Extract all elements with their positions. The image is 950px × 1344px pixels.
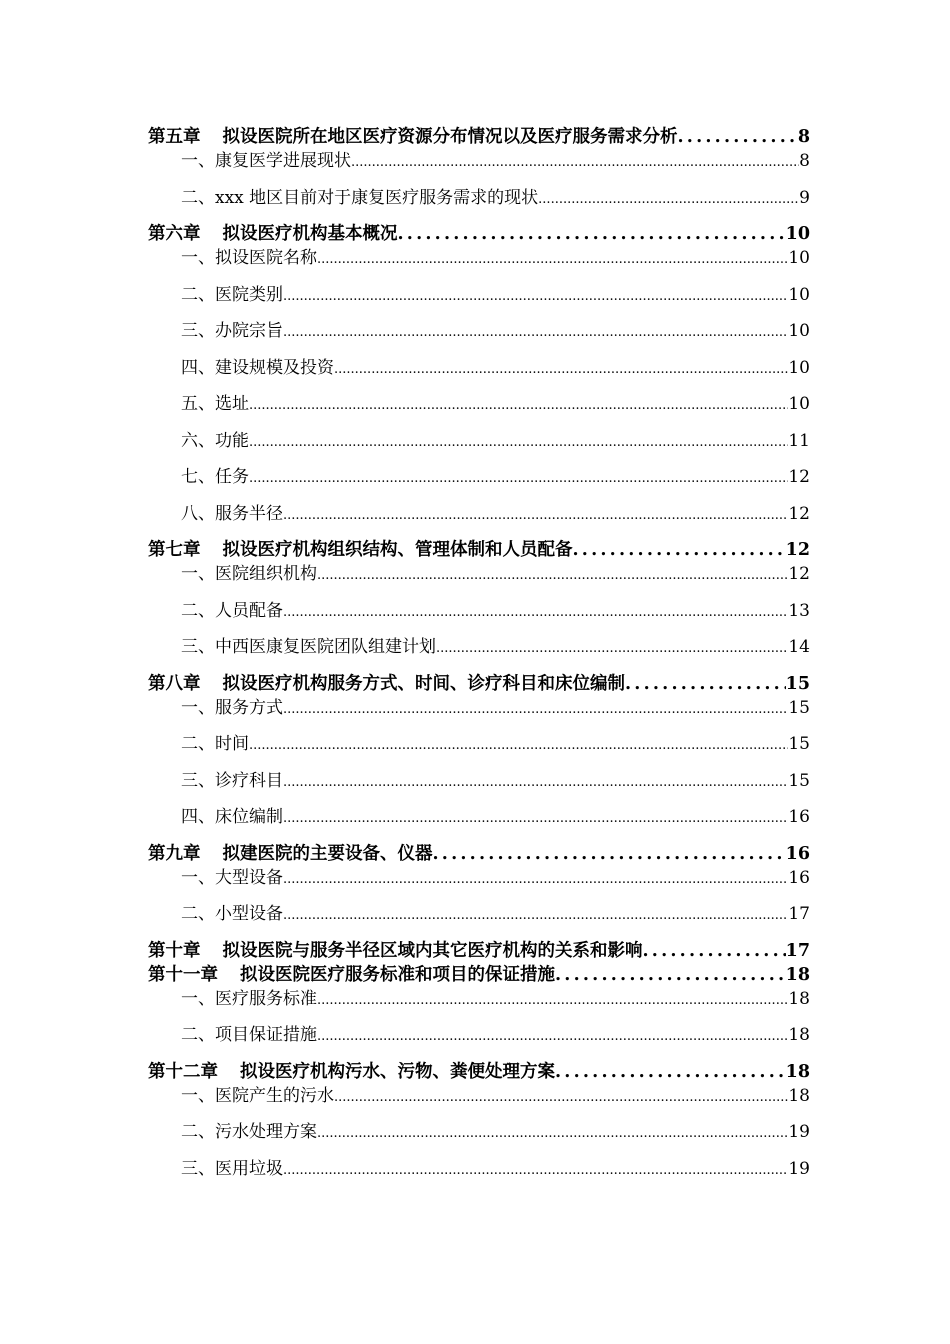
toc-section-entry[interactable]	[148, 805, 810, 842]
toc-chapter-number: 第九章	[148, 843, 201, 864]
toc-section-entry[interactable]	[148, 732, 810, 769]
toc-chapter-heading: 拟设医院所在地区医疗资源分布情况以及医疗服务需求分析	[222, 127, 678, 147]
toc-chapter-entry[interactable]	[148, 222, 810, 246]
toc-dot-leader	[283, 1159, 788, 1183]
toc-chapter-entry[interactable]	[148, 125, 810, 149]
toc-dot-leader	[317, 989, 788, 1013]
toc-dot-leader	[398, 222, 786, 246]
toc-chapter-title	[148, 538, 573, 562]
toc-page-number: 14	[788, 637, 810, 657]
toc-section-entry[interactable]	[148, 635, 810, 672]
toc-page-number: 18	[788, 988, 810, 1009]
toc-section-entry[interactable]	[148, 1120, 810, 1157]
toc-page-number: 18	[785, 964, 810, 985]
toc-dot-leader	[351, 151, 799, 175]
toc-dot-leader	[625, 672, 786, 696]
toc-chapter-title	[148, 222, 398, 246]
toc-section-entry[interactable]	[148, 186, 810, 223]
toc-section-entry[interactable]	[148, 866, 810, 903]
toc-dot-leader	[538, 188, 799, 212]
toc-chapter-title	[148, 963, 555, 987]
toc-chapter-entry[interactable]	[148, 963, 810, 987]
toc-page-number: 13	[788, 600, 810, 621]
toc-section-entry[interactable]	[148, 696, 810, 733]
toc-dot-leader	[643, 939, 786, 963]
toc-section-title: 一、大型设备	[181, 867, 283, 888]
toc-page-number: 17	[788, 904, 810, 924]
toc-page-number: 15	[788, 770, 810, 791]
toc-section-title: 一、医疗服务标准	[181, 988, 317, 1009]
toc-dot-leader	[283, 868, 788, 892]
toc-dot-leader	[555, 963, 786, 987]
toc-dot-leader	[678, 125, 798, 149]
toc-section-title: 七、任务	[181, 467, 249, 487]
toc-page-number: 15	[788, 697, 810, 718]
toc-section-title: 六、功能	[181, 430, 249, 451]
toc-page-number: 12	[785, 540, 810, 560]
toc-section-entry[interactable]	[148, 392, 810, 429]
toc-dot-leader	[249, 431, 788, 455]
toc-chapter-heading: 拟设医疗机构服务方式、时间、诊疗科目和床位编制	[222, 673, 625, 694]
toc-page-number: 10	[785, 224, 810, 244]
toc-dot-leader	[317, 564, 788, 588]
toc-page-number: 11	[788, 430, 810, 451]
toc-section-title: 三、办院宗旨	[181, 321, 283, 341]
toc-page-number: 18	[788, 1085, 810, 1106]
toc-chapter-title	[148, 125, 678, 149]
toc-page-number: 15	[788, 734, 810, 754]
toc-chapter-entry[interactable]	[148, 939, 810, 963]
toc-dot-leader	[317, 1122, 788, 1146]
toc-chapter-number: 第十章	[148, 940, 201, 961]
toc-section-entry[interactable]	[148, 1023, 810, 1060]
toc-section-title: 一、医院组织机构	[181, 564, 317, 584]
toc-section-entry[interactable]	[148, 319, 810, 356]
table-of-contents	[148, 125, 810, 1193]
toc-section-entry[interactable]	[148, 1157, 810, 1194]
toc-chapter-heading: 拟设医疗机构污水、污物、粪便处理方案	[240, 1061, 555, 1082]
toc-section-entry[interactable]	[148, 769, 810, 806]
toc-chapter-entry[interactable]	[148, 1060, 810, 1084]
toc-page-number: 8	[799, 151, 810, 171]
toc-chapter-heading: 拟设医疗机构组织结构、管理体制和人员配备	[222, 540, 573, 560]
toc-section-entry[interactable]	[148, 562, 810, 599]
toc-chapter-title	[148, 1060, 555, 1084]
toc-section-entry[interactable]	[148, 902, 810, 939]
toc-section-title: 一、康复医学进展现状	[181, 151, 351, 171]
toc-dot-leader	[249, 394, 788, 418]
toc-page-number: 19	[788, 1158, 810, 1179]
toc-dot-leader	[317, 1025, 788, 1049]
toc-page-number: 16	[788, 807, 810, 827]
toc-section-title: 一、医院产生的污水	[181, 1085, 334, 1106]
toc-page-number: 10	[788, 248, 810, 268]
toc-section-title: 一、服务方式	[181, 697, 283, 718]
toc-section-title: 三、中西医康复医院团队组建计划	[181, 637, 436, 657]
toc-chapter-title	[148, 672, 625, 696]
toc-section-title: 五、选址	[181, 394, 249, 414]
toc-section-title: 四、床位编制	[181, 807, 283, 827]
toc-dot-leader	[283, 771, 788, 795]
toc-chapter-number: 第十一章	[148, 964, 218, 985]
toc-section-title: 四、建设规模及投资	[181, 357, 334, 378]
toc-section-entry[interactable]	[148, 465, 810, 502]
toc-dot-leader	[283, 285, 788, 309]
toc-dot-leader	[433, 842, 786, 866]
toc-section-title: 二、项目保证措施	[181, 1025, 317, 1045]
toc-section-title: 二、xxx 地区目前对于康复医疗服务需求的现状	[181, 187, 539, 208]
toc-chapter-heading: 拟设医疗机构基本概况	[222, 224, 398, 244]
toc-page-number: 10	[788, 394, 810, 414]
toc-section-title: 一、拟设医院名称	[181, 248, 317, 268]
toc-section-title: 二、医院类别	[181, 284, 283, 305]
toc-dot-leader	[283, 698, 788, 722]
toc-page-number: 8	[797, 127, 810, 147]
toc-section-entry[interactable]	[148, 429, 810, 466]
toc-dot-leader	[334, 1086, 788, 1110]
toc-page-number: 16	[785, 843, 810, 864]
toc-chapter-entry[interactable]	[148, 842, 810, 866]
toc-section-title: 八、服务半径	[181, 503, 283, 524]
toc-dot-leader	[283, 904, 788, 928]
toc-section-entry[interactable]	[148, 356, 810, 393]
toc-dot-leader	[317, 248, 788, 272]
toc-section-entry[interactable]	[148, 987, 810, 1024]
toc-dot-leader	[283, 601, 788, 625]
toc-section-entry[interactable]	[148, 1084, 810, 1121]
toc-section-title: 二、时间	[181, 734, 249, 754]
toc-dot-leader	[283, 321, 788, 345]
toc-dot-leader	[573, 538, 786, 562]
toc-section-entry[interactable]	[148, 599, 810, 636]
toc-page-number: 18	[785, 1061, 810, 1082]
toc-dot-leader	[555, 1060, 786, 1084]
toc-section-entry[interactable]	[148, 502, 810, 539]
toc-section-title: 三、医用垃圾	[181, 1158, 283, 1179]
toc-page-number: 17	[785, 940, 810, 961]
toc-dot-leader	[334, 358, 788, 382]
toc-chapter-title	[148, 939, 643, 963]
toc-dot-leader	[249, 734, 788, 758]
toc-chapter-number: 第八章	[148, 673, 201, 694]
toc-section-entry[interactable]	[148, 149, 810, 186]
toc-section-title: 三、诊疗科目	[181, 770, 283, 791]
toc-section-title: 二、污水处理方案	[181, 1122, 317, 1142]
toc-dot-leader	[436, 637, 788, 661]
toc-dot-leader	[283, 504, 788, 528]
toc-chapter-number: 第六章	[148, 224, 201, 244]
toc-chapter-heading: 拟建医院的主要设备、仪器	[222, 843, 433, 864]
toc-page-number: 12	[788, 564, 810, 584]
toc-page-number: 10	[788, 357, 810, 378]
toc-page-number: 9	[799, 187, 810, 208]
toc-chapter-title	[148, 842, 433, 866]
toc-dot-leader	[249, 467, 788, 491]
toc-chapter-heading: 拟设医院与服务半径区域内其它医疗机构的关系和影响	[222, 940, 643, 961]
toc-section-title: 二、小型设备	[181, 904, 283, 924]
toc-page-number: 12	[788, 467, 810, 487]
toc-page-number: 16	[788, 867, 810, 888]
toc-page-number: 10	[788, 321, 810, 341]
toc-page-number: 15	[785, 673, 810, 694]
toc-page-number: 12	[788, 503, 810, 524]
toc-page-number: 19	[788, 1122, 810, 1142]
toc-page-number: 18	[788, 1025, 810, 1045]
toc-chapter-entry[interactable]	[148, 672, 810, 696]
toc-section-title: 二、人员配备	[181, 600, 283, 621]
toc-chapter-number: 第五章	[148, 127, 201, 147]
toc-page-number: 10	[788, 284, 810, 305]
toc-chapter-number: 第十二章	[148, 1061, 218, 1082]
toc-dot-leader	[283, 807, 788, 831]
toc-section-entry[interactable]	[148, 246, 810, 283]
toc-chapter-heading: 拟设医院医疗服务标准和项目的保证措施	[240, 964, 555, 985]
toc-chapter-number: 第七章	[148, 540, 201, 560]
toc-section-entry[interactable]	[148, 283, 810, 320]
toc-chapter-entry[interactable]	[148, 538, 810, 562]
